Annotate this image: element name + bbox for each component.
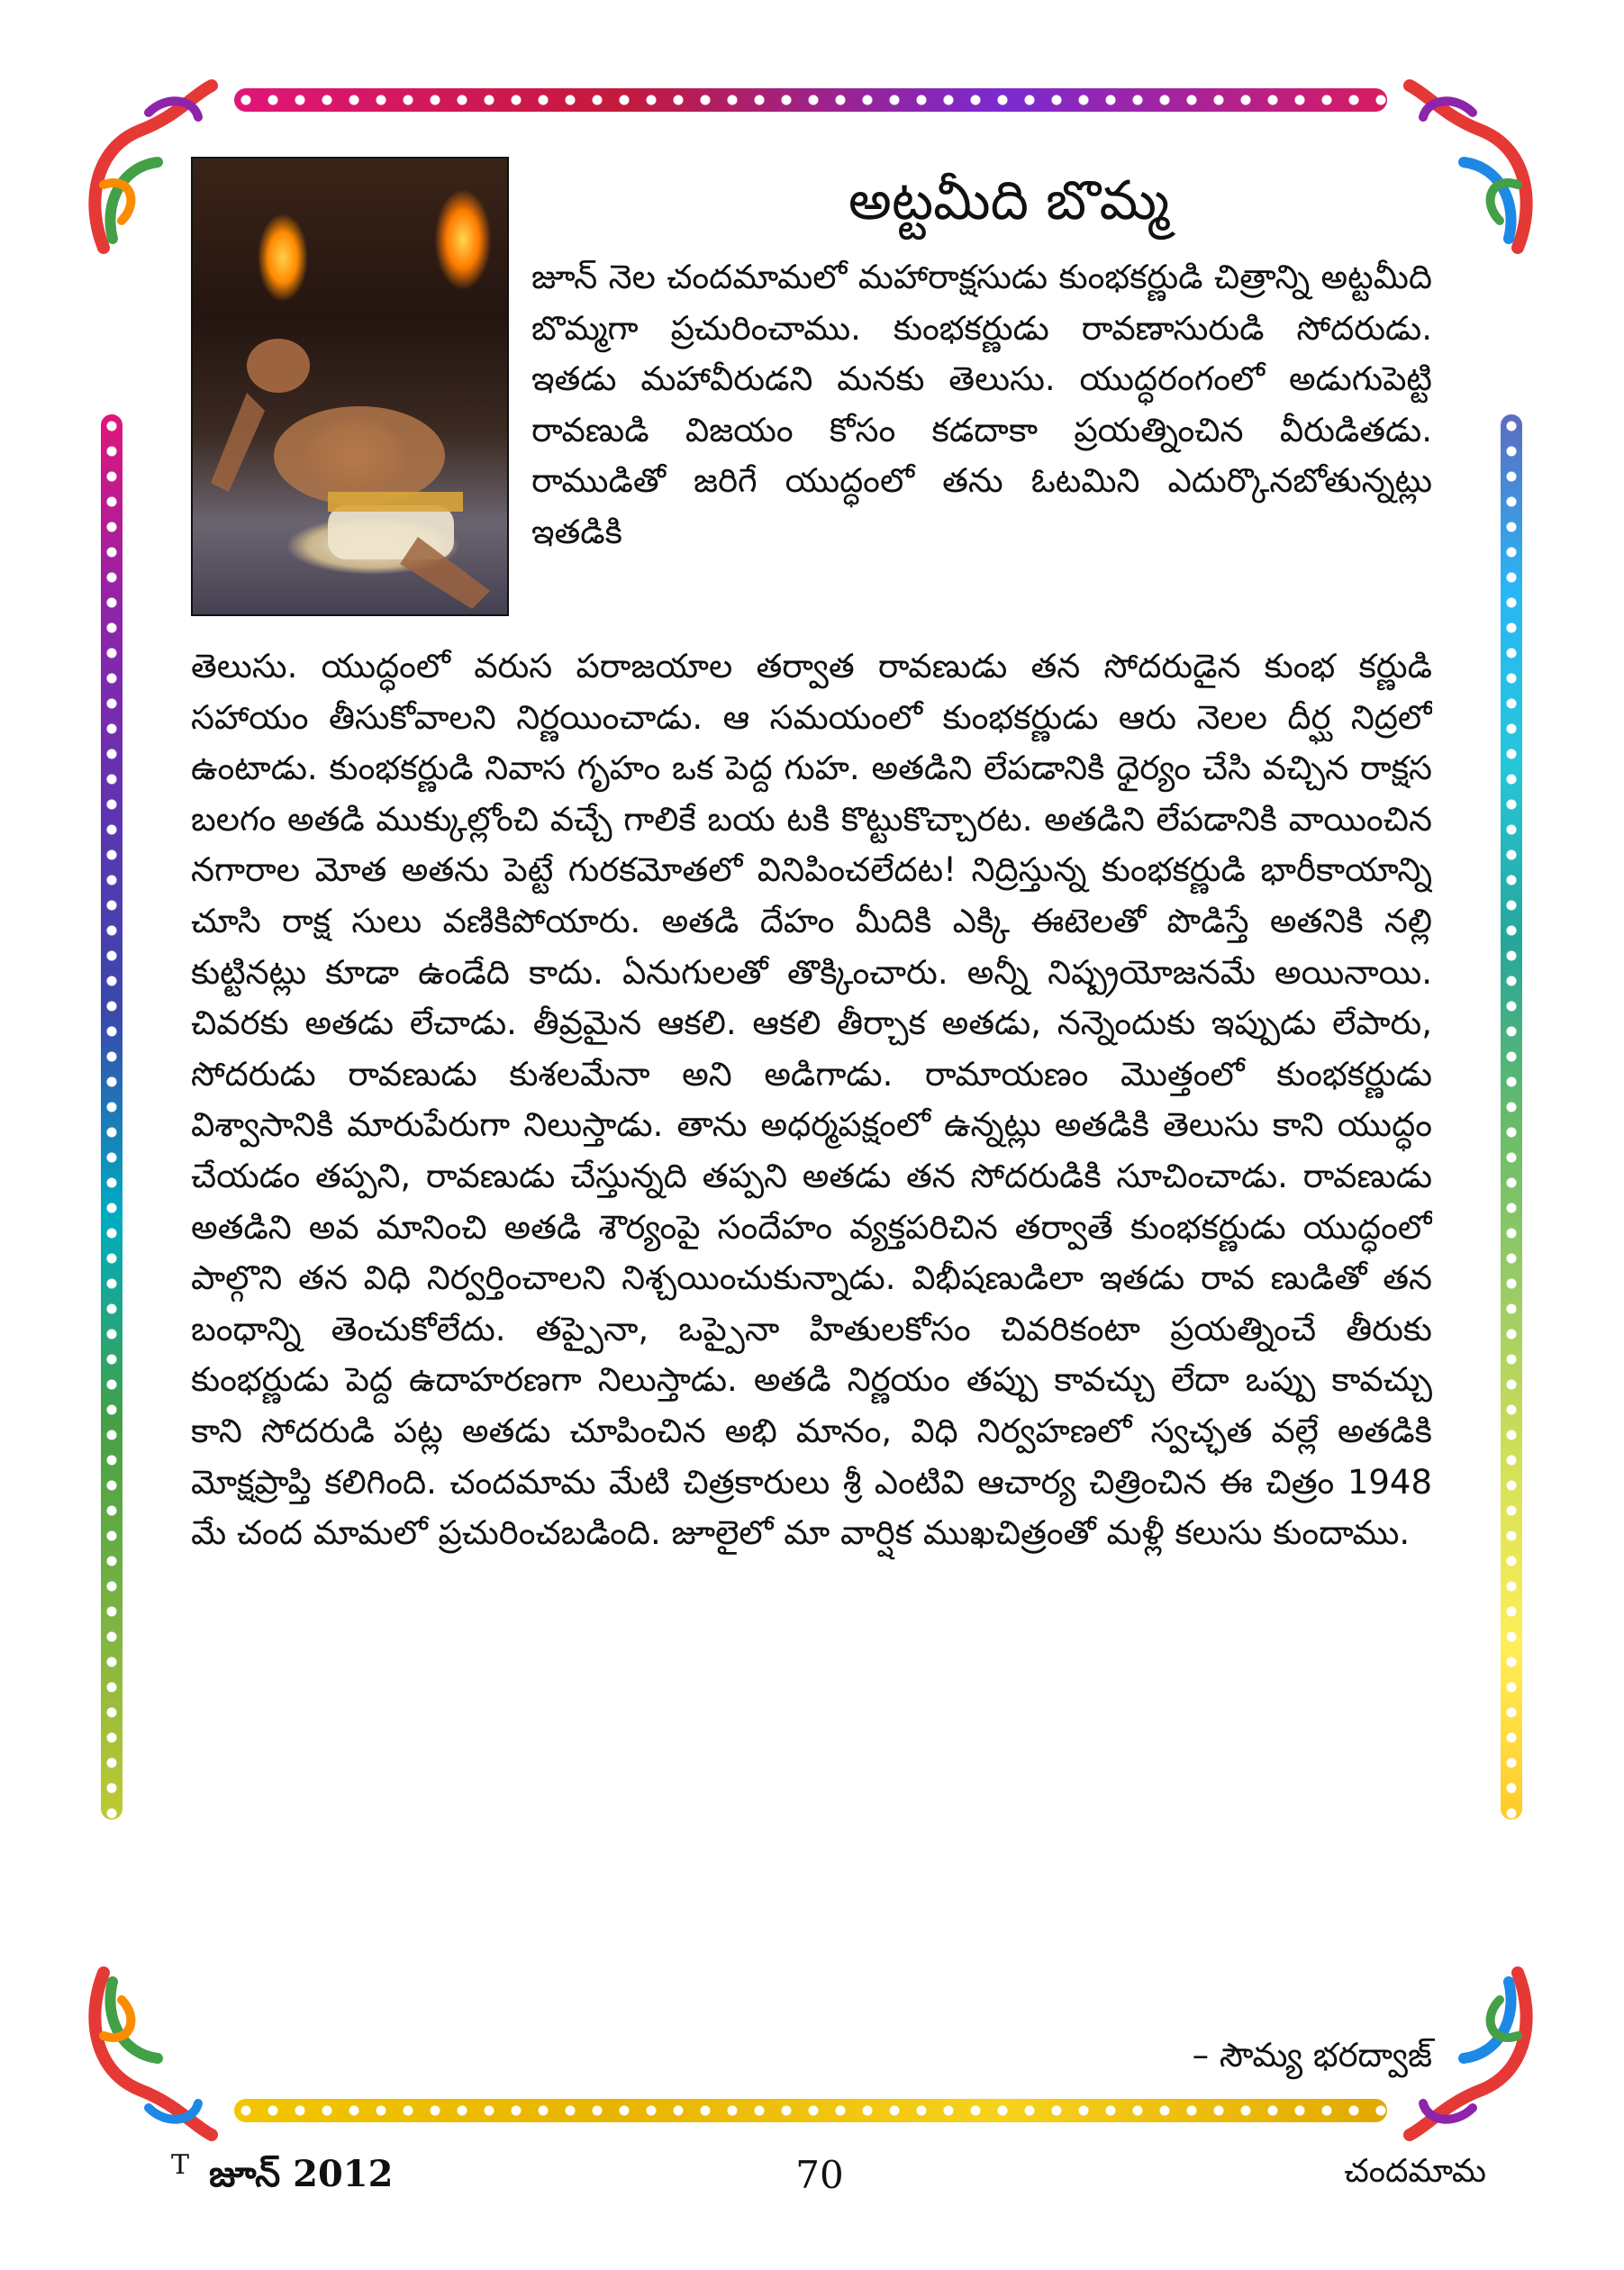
footer-issue-date: జూన్ 2012 xyxy=(209,2153,394,2195)
footer-mark: T xyxy=(171,2149,190,2181)
article-title: అట్టమీది బొమ్మ xyxy=(848,169,1170,232)
article-paragraph-full-width: తెలుసు. యుద్ధంలో వరుస పరాజయాల తర్వాత రావణుడు తన సోదరుడైన కుంభ కర్ణుడి సహాయం తీసుకోవాలని నిర్ణయించాడు. ఆ సమయంలో కుంభకర్ణుడు ఆరు నెలల దీర్ఘ నిద్రలో ఉంటాడు. కుంభకర్ణుడి నివాస గృహం ఒక పెద్ద గుహ. అతడిని లేపడానికి ధైర్యం చేసి వచ్చిన రాక్షస బలగం అతడి ముక్కుల్లోంచి వచ్చే గాలికే బయ టకి కొట్టుకొచ్చారట. అతడిని లేపడానికి వాయించిన నగారాల మోత అతను పెట్టే గురకమోతలో వినిపించలేదట! నిద్రిస్తున్న కుంభకర్ణుడి భారీకాయాన్ని చూసి రాక్ష సులు వణికిపోయారు. అతడి దేహం మీదికి ఎక్కి ఈటెలతో పొడిస్తే అతనికి నల్లి కుట్టినట్లు కూడా ఉండేది కాదు. ఏనుగులతో తొక్కించారు. అన్నీ నిష్ప్రయోజనమే అయినాయి. చివరకు అతడు లేచాడు. తీవ్రమైన ఆకలి. ఆకలి తీర్చాక అతడు, నన్నెందుకు ఇప్పుడు లేపారు, సోదరుడు రావణుడు కుశలమేనా అని అడిగాడు. రామాయణం మొత్తంలో కుంభకర్ణుడు విశ్వాసానికి మారుపేరుగా నిలుస్తాడు. తాను అధర్మపక్షంలో ఉన్నట్లు అతడికి తెలుసు కాని యుద్ధం చేయడం తప్పని, రావణుడు చేస్తున్నది తప్పని అతడు తన సోదరుడికి సూచించాడు. రావణుడు అతడిని అవ మానించి అతడి శౌర్యంపై సందేహం వ్యక్తపరిచిన తర్వాతే కుంభకర్ణుడు యుద్ధంలో పాల్గొని తన విధి నిర్వర్తించాలని నిశ్చయించుకున్నాడు. విభీషణుడిలా ఇతడు రావ ణుడితో తన బంధాన్ని తెంచుకోలేదు. తప్పైనా, ఒప్పైనా హితులకోసం చివరికంటా ప్రయత్నించే తీరుకు కుంభర్ణుడు పెద్ద ఉదాహరణగా నిలుస్తాడు. అతడి నిర్ణయం తప్పు కావచ్చు లేదా ఒప్పు కావచ్చు కాని సోదరుడి పట్ల అతడు చూపించిన అభి మానం, విధి నిర్వహణలో స్వచ్ఛత వల్లే అతడికి మోక్షప్రాప్తి కలిగింది. చందమామ మేటి చిత్రకారులు శ్రీ ఎంటివి ఆచార్య చిత్రించిన ఈ చిత్రం 1948 మే చంద మామలో ప్రచురించబడింది. జూలైలో మా వార్షిక ముఖచిత్రంతో మళ్లీ కలుసు కుందాము. xyxy=(191,647,1432,1553)
footer-page-number: 70 xyxy=(795,2153,844,2197)
bottom-chain-border xyxy=(234,2099,1387,2122)
top-chain-border xyxy=(234,88,1387,112)
kumbhakarna-illustration xyxy=(191,157,509,616)
author-signature: – సౌమ్య భరద్వాజ్ xyxy=(1192,2036,1432,2075)
top-right-corner-ornament xyxy=(1401,77,1536,257)
footer-magazine-name: చందమామ xyxy=(1344,2153,1486,2190)
left-chain-border xyxy=(101,414,122,1820)
article-paragraph-beside-image: జూన్ నెల చందమామలో మహారాక్షసుడు కుంభకర్ణుడి చిత్రాన్ని అట్టమీది బొమ్మగా ప్రచురించాము. కుంభకర్ణుడు రావణాసురుడి సోదరుడు. ఇతడు మహావీరుడని మనకు తెలుసు. యుద్ధరంగంలో అడుగుపెట్టి రావణుడి విజయం కోసం కడదాకా ప్రయత్నించిన వీరుడితడు. రాముడితో జరిగే యుద్ధంలో తను ఓటమిని ఎదుర్కొనబోతున్నట్లు ఇతడికి xyxy=(531,258,1432,551)
sleeping-giant-figure xyxy=(193,159,507,614)
right-chain-border xyxy=(1501,414,1522,1820)
